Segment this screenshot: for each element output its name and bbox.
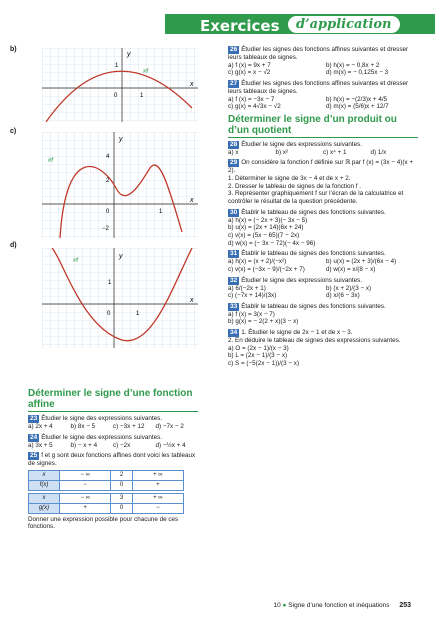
graph-c-y-label: y: [119, 136, 123, 143]
graph-b-tick-y1: 1: [115, 63, 119, 69]
graph-b-origin: 0: [114, 93, 118, 99]
bullet-icon: ●: [282, 602, 287, 609]
exercise-text: Étudier les signes des fonctions affines suivantes et dresser leurs tableaux de signes.: [228, 79, 409, 95]
graph-b-label: b): [10, 46, 17, 53]
item: a) x: [228, 148, 239, 156]
item: c) −3x + 12: [113, 422, 145, 430]
item: a) f (x) = −3x − 7: [228, 95, 275, 103]
item: d) m(x) = − 0,125x − 3: [326, 69, 389, 77]
item: c) x⁴ + 1: [323, 148, 347, 156]
graph-d-curve-label: 𝒞f: [72, 258, 79, 264]
item: b) u(x) = (2x + 14)(6x + 24): [228, 224, 304, 232]
table-header: g(x): [29, 503, 60, 513]
exercise-34: [228, 329, 418, 368]
graph-b-x-label: x: [190, 81, 194, 88]
item: c) v(x) = (5x − 65)(7 − 2x): [228, 232, 300, 240]
page-footer: [274, 602, 412, 609]
item: c) (−7x + 14)/(3x): [228, 292, 277, 300]
chapter-number: 10: [273, 602, 281, 609]
exercise-number: 29: [230, 159, 238, 167]
exercise-number: 25: [30, 452, 38, 460]
table-header: f(x): [29, 480, 60, 490]
table-cell: − ∞: [60, 470, 111, 480]
exercise-text: f et g sont deux fonctions affines dont voici les tableaux de signes.: [28, 452, 196, 468]
graph-d-tick-x1: 1: [136, 311, 140, 317]
header-title: Exercices: [200, 17, 280, 35]
table-cell: 0: [111, 480, 132, 490]
graph-d: [42, 248, 198, 348]
step: 2. Dresser le tableau de signes de la fonction f .: [228, 182, 362, 190]
graph-d-y-label: y: [119, 253, 123, 260]
exercise-text: Établir le tableau de signes des fonctions suivantes.: [241, 208, 386, 216]
exercise-28: [228, 141, 418, 157]
exercise-30: [228, 209, 418, 248]
table-cell: − ∞: [60, 493, 111, 503]
exercise-number: 27: [230, 79, 238, 87]
item: c) −2x: [113, 441, 131, 449]
exercise-32: [228, 277, 418, 300]
item: a) 6/(−2x + 1): [228, 284, 266, 292]
item: a) h(x) = (x + 2)/(−x²): [228, 258, 287, 266]
item: c) g(x) = x − √2: [228, 69, 271, 77]
exercise-number: 32: [230, 276, 238, 284]
graph-c-x-label: x: [190, 197, 194, 204]
item: d) x/(6 − 3x): [326, 292, 360, 300]
graph-b-y-label: y: [127, 51, 131, 58]
graph-b-curve-label: 𝒞f: [142, 69, 149, 75]
exercise-text: Étudier le signe des expressions suivantes.: [241, 140, 362, 148]
step: 1. Étudier le signe de 2x − 1 et de x − 3.: [241, 329, 353, 337]
header-pill: d’application: [288, 16, 400, 33]
graph-c-label: c): [10, 128, 17, 135]
graph-b-tick-x1: 1: [140, 93, 144, 99]
item: b) x²: [275, 148, 289, 156]
step: 2. En déduire le tableau de signes des expressions suivantes.: [228, 337, 401, 345]
item: b) g(x) = − 2(2 + x)(3 − x): [228, 318, 299, 326]
table-cell: 2: [111, 470, 132, 480]
graph-c-tick-1: 1: [159, 209, 163, 215]
graph-c: [42, 132, 198, 238]
exercise-text: Étudier le signe des expressions suivantes.: [41, 433, 162, 441]
sign-table-f: [28, 470, 184, 491]
exercise-24: [28, 434, 198, 450]
item: c) g(x) = 4√3x − √2: [228, 103, 281, 111]
item: b) (x + 2)/(3 − x): [326, 284, 372, 292]
step: 1. Déterminer le signe de 3x − 4 et de x + 2.: [228, 175, 351, 183]
page-number: 253: [399, 602, 411, 609]
exercise-number: 23: [30, 415, 38, 422]
chapter-title: Signe d’une fonction et inéquations: [288, 602, 390, 609]
exercise-25: [28, 452, 198, 531]
item: b) u(x) = (2x + 3)/(6x − 4): [326, 258, 397, 266]
graph-c-tick-0: 0: [106, 209, 110, 215]
table-cell: −: [60, 480, 111, 490]
item: d) w(x) = (− 3x − 72)(− 4x − 96): [228, 239, 316, 247]
item: a) 2x + 4: [28, 422, 53, 430]
sign-table-g: [28, 493, 184, 514]
exercise-number: 31: [230, 250, 238, 258]
exercise-number: 28: [230, 140, 238, 148]
item: d) m(x) = (5/6)x + 12/7: [326, 103, 389, 111]
item: a) f (x) = 3(x − 7): [228, 310, 275, 318]
exercise-31: [228, 250, 418, 273]
graph-c-tick-4: 4: [106, 154, 110, 160]
graph-b: [42, 48, 198, 122]
table-cell: + ∞: [132, 493, 183, 503]
table-cell: 0: [111, 503, 132, 513]
graph-c-tick-m2: −2: [102, 226, 109, 232]
item: c) v(x) = (−3x − 9)/(−2x + 7): [228, 265, 305, 273]
item: a) O = (2x − 1)/(x − 3): [228, 344, 289, 352]
exercise-text: Étudier les signes des fonctions affines suivantes et dresser leurs tableaux de signes.: [228, 46, 409, 61]
exercise-outro: Donner une expression possible pour chacune de ces fonctions.: [28, 515, 179, 531]
item: b) h(x) = −(2/3)x + 4/5: [326, 95, 388, 103]
exercise-text: Étudier le signe des expressions suivantes.: [41, 415, 162, 422]
exercise-23: [28, 415, 198, 431]
table-header: x: [29, 493, 60, 503]
table-cell: +: [60, 503, 111, 513]
graph-d-label: d): [10, 242, 17, 249]
exercise-number: 24: [30, 433, 38, 441]
exercise-text: Établir le tableau de signes des fonctions suivantes.: [241, 302, 386, 310]
graph-c-tick-2: 2: [106, 178, 110, 184]
exercise-33: [228, 303, 418, 326]
table-cell: 3: [111, 493, 132, 503]
item: d) −½x + 4: [155, 441, 186, 449]
item: a) 3x + 5: [28, 441, 53, 449]
section-product-title: Déterminer le signe d’un produit ou d’un quotient: [228, 114, 418, 138]
graph-d-origin: 0: [107, 311, 111, 317]
graph-d-tick-y1: 1: [108, 280, 112, 286]
item: b) h(x) = − 0,8x + 2: [326, 61, 380, 69]
table-cell: + ∞: [132, 470, 183, 480]
right-column: [228, 46, 418, 371]
table-header: x: [29, 470, 60, 480]
graph-c-curve-label: 𝒞f: [47, 158, 54, 164]
item: b) L = (2x − 1)/(3 − x): [228, 352, 288, 360]
left-column: [28, 386, 198, 534]
item: d) 1/x: [370, 148, 387, 156]
exercise-26: [228, 46, 418, 77]
page-header: [0, 0, 435, 34]
item: b) − x + 4: [70, 441, 98, 449]
section-affine-title: Déterminer le signe d’une fonction affine: [28, 388, 198, 412]
exercise-number: 30: [230, 208, 238, 216]
step: 3. Représenter graphiquement f sur l’écran de la calculatrice et contrôler le résultat de la question précédente.: [228, 190, 404, 206]
exercise-number: 33: [230, 302, 238, 310]
item: a) f (x) = 9x + 7: [228, 61, 271, 69]
exercise-29: [228, 159, 418, 205]
exercise-27: [228, 80, 418, 111]
exercise-text: Étudier le signe des expressions suivantes.: [241, 276, 362, 284]
table-cell: +: [132, 480, 183, 490]
table-cell: −: [132, 503, 183, 513]
item: b) 8x − 5: [70, 422, 96, 430]
exercise-text: On considère la fonction f définie sur ℝ par f (x) = (3x − 4)(x + 2).: [228, 159, 413, 175]
exercise-text: Établir le tableau de signes des fonctions suivantes.: [241, 250, 386, 258]
item: d) w(x) = x/(8 − x): [326, 265, 376, 273]
exercise-number: 34: [230, 329, 238, 337]
exercise-number: 26: [230, 46, 238, 53]
item: d) −7x − 2: [155, 422, 184, 430]
item: a) h(x) = (− 2x + 3)(− 3x − 5): [228, 216, 308, 224]
item: c) S = (−5(2x − 1))/(3 − x): [228, 360, 300, 368]
graph-d-x-label: x: [190, 297, 194, 304]
